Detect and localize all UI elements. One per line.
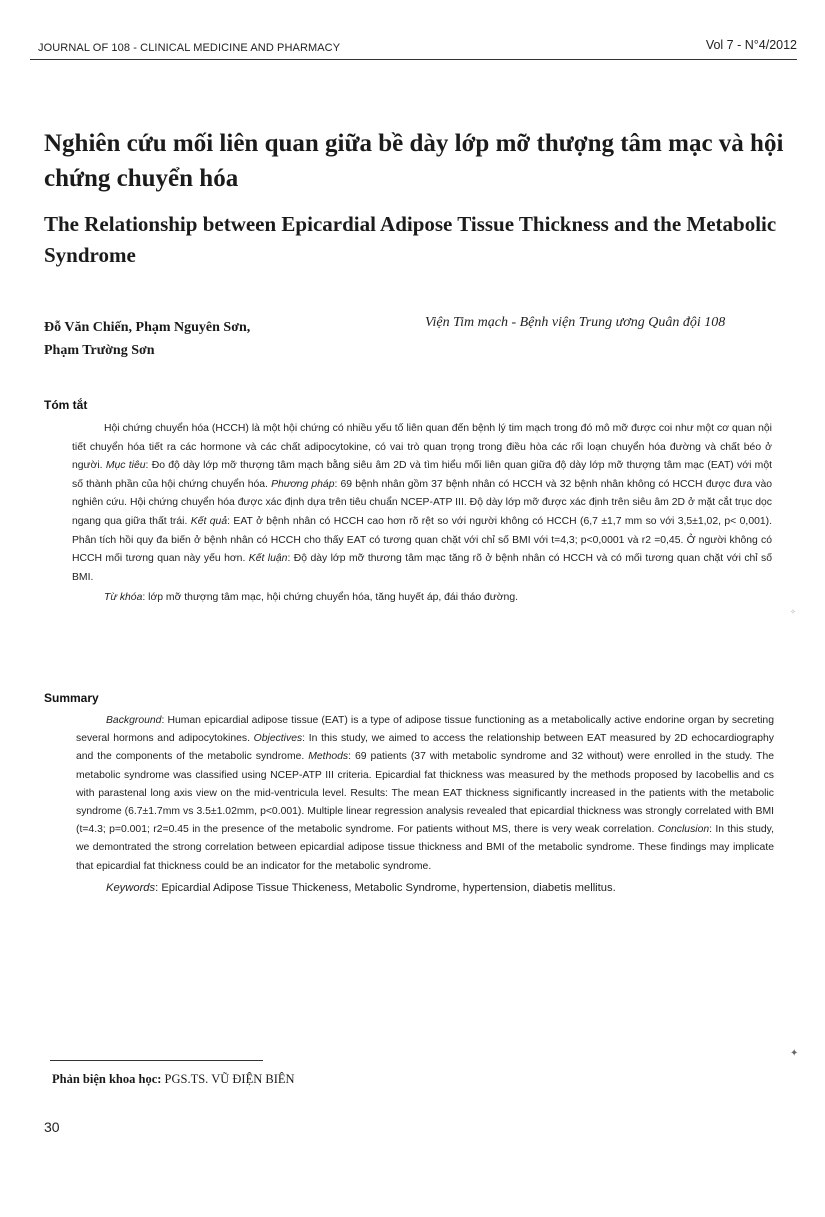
abstract-vi-methods-label: Phương pháp	[271, 478, 335, 490]
abstract-en-background-label: Background	[106, 715, 162, 726]
abstract-vi-keywords	[72, 589, 772, 608]
abstract-en-conclusion-label: Conclusion	[657, 824, 710, 836]
authors-line-2: Phạm Trường Sơn	[44, 343, 155, 358]
reviewer-note	[52, 1072, 295, 1087]
authors	[44, 316, 364, 362]
abstract-en-methods: : 69 patients (37 with metabolic syndrome and 32 without) were enrolled in the study. The metabolic syndrome was classified using NCEP-ATP III criteria. Epicardial fat thickness was measured by the methods proposed by Iacobellis and cs with parastenal long axis view on the mid-ventricula level. Results: The mean EAT thickness significantly increased in the patients with the metabolic syndrome (6.7±1.7mm vs 3.5±1.02mm, p<0.001). Multiple linear regression analysis revealed that epicardial thickness was strongly correlated with BMI (t=4.3; p=0.001; r2=0.45 in the presence of the metabolic syndrome. For patients without MS, there is very weak correlation.	[76, 751, 774, 836]
abstract-vi-results-label: Kết quả	[190, 515, 228, 527]
abstract-en-heading: Summary	[44, 691, 99, 705]
abstract-vi-keywords-label: Từ khóa	[104, 592, 143, 604]
abstract-vi-results: : EAT ở bệnh nhân có HCCH cao hơn rõ rệt so với người không có HCCH (6,7 ±1,7 mm so với 3,5±1,02, p< 0,001). Phân tích hồi quy đa biến ở bệnh nhân có HCCH cho thấy EAT có tương quan chặt với chỉ số BMI với t=4,3; p<0,0001 và r2 =0,45. Ở người không có HCCH mối tương quan này yếu hơn.	[72, 515, 773, 565]
abstract-en-body	[76, 712, 774, 876]
abstract-en-keywords	[76, 879, 774, 897]
reviewer-label: Phản biện khoa học:	[52, 1072, 162, 1086]
abstract-en-keywords-text: : Epicardial Adipose Tissue Thickeness, Metabolic Syndrome, hypertension, diabetis mellitus.	[155, 881, 616, 894]
abstract-vi-objective: : Đo độ dày lớp mỡ thượng tâm mạch bằng siêu âm 2D và tìm hiểu mối liên quan giữa độ dày lớp mỡ thượng tâm mạc (EAT) với một số thành phần của hội chứng chuyển hóa.	[72, 460, 772, 490]
abstract-en-conclusion: : In this study, we demontrated the strong correlation between epicardial adipose tissue thickness and BMI of the metabolic syndrome. These findings may implicate that epicardial fat thickness could be an indicator for the metabolic syndrome.	[76, 824, 774, 872]
header-rule	[30, 59, 797, 60]
journal-name: JOURNAL OF 108 - CLINICAL MEDICINE AND PHARMACY	[38, 42, 341, 54]
abstract-en-methods-label: Methods	[308, 751, 349, 763]
abstract-vi-conclusion: : Độ dày lớp mỡ thương tâm mạc tăng rõ ở bệnh nhân có HCCH và có mối tương quan chặt với chỉ số BMI.	[72, 553, 773, 583]
authors-line-1: Đỗ Văn Chiến, Phạm Nguyên Sơn,	[44, 320, 251, 335]
abstract-vi-methods: : 69 bệnh nhân gồm 37 bệnh nhân có HCCH và 32 bệnh nhân không có HCCH được đưa vào nghiên cứu. Hội chứng chuyển hóa được xác định dựa trên tiêu chuẩn NCEP-ATP III. Độ dày lớp mỡ được xác định trên siêu âm 2D ở mặt cắt trục dọc ngang qua giữa thất trái.	[72, 478, 772, 527]
abstract-vi-objective-label: Mục tiêu	[105, 460, 146, 472]
footnote-rule	[50, 1060, 263, 1061]
abstract-vi-body	[72, 420, 772, 587]
print-speck-mark: ✧	[790, 608, 796, 616]
print-speck-mark: ✦	[790, 1048, 799, 1059]
abstract-en-objectives-label: Objectives	[253, 733, 303, 745]
abstract-vietnamese	[72, 420, 772, 608]
volume-issue: Vol 7 - N°4/2012	[705, 38, 797, 52]
abstract-en-keywords-label: Keywords	[106, 881, 156, 894]
reviewer-name: PGS.TS. VŨ ĐIỆN BIÊN	[161, 1072, 295, 1086]
abstract-vi-keywords-text: : lớp mỡ thượng tâm mạc, hội chứng chuyển hóa, tăng huyết áp, đái tháo đường.	[142, 592, 519, 604]
abstract-en-background: : Human epicardial adipose tissue (EAT) is a type of adipose tissue functioning as a metabolically active endorine organ by secreting several hormons and adipocytokines.	[76, 715, 774, 745]
abstract-vi-conclusion-label: Kết luận	[248, 553, 288, 565]
abstract-english	[76, 712, 774, 897]
running-header	[30, 36, 797, 58]
title-vietnamese: Nghiên cứu mối liên quan giữa bề dày lớp mỡ thượng tâm mạc và hội chứng chuyển hóa	[44, 130, 784, 192]
abstract-en-objectives: : In this study, we aimed to access the relationship between EAT measured by 2D echocardiography and the components of the metabolic syndrome.	[76, 733, 774, 763]
abstract-vi-heading: Tóm tắt	[44, 398, 88, 412]
title-english: The Relationship between Epicardial Adipose Tissue Thickness and the Metabolic Syndrome	[44, 212, 777, 267]
abstract-vi-intro: Hội chứng chuyển hóa (HCCH) là một hội chứng có nhiều yếu tố liên quan đến bệnh lý tim mạch trong đó mô mỡ được coi như một cơ quan nội tiết chuyển hóa tiết ra các hormone và các chất adipocytokine, có vai trò quan trọng trong điều hòa các rối loạn chuyển hóa đường và chất béo ở người.	[72, 423, 772, 472]
page-number: 30	[44, 1119, 60, 1135]
affiliation: Viện Tim mạch - Bệnh viện Trung ương Quân đội 108	[425, 315, 726, 330]
